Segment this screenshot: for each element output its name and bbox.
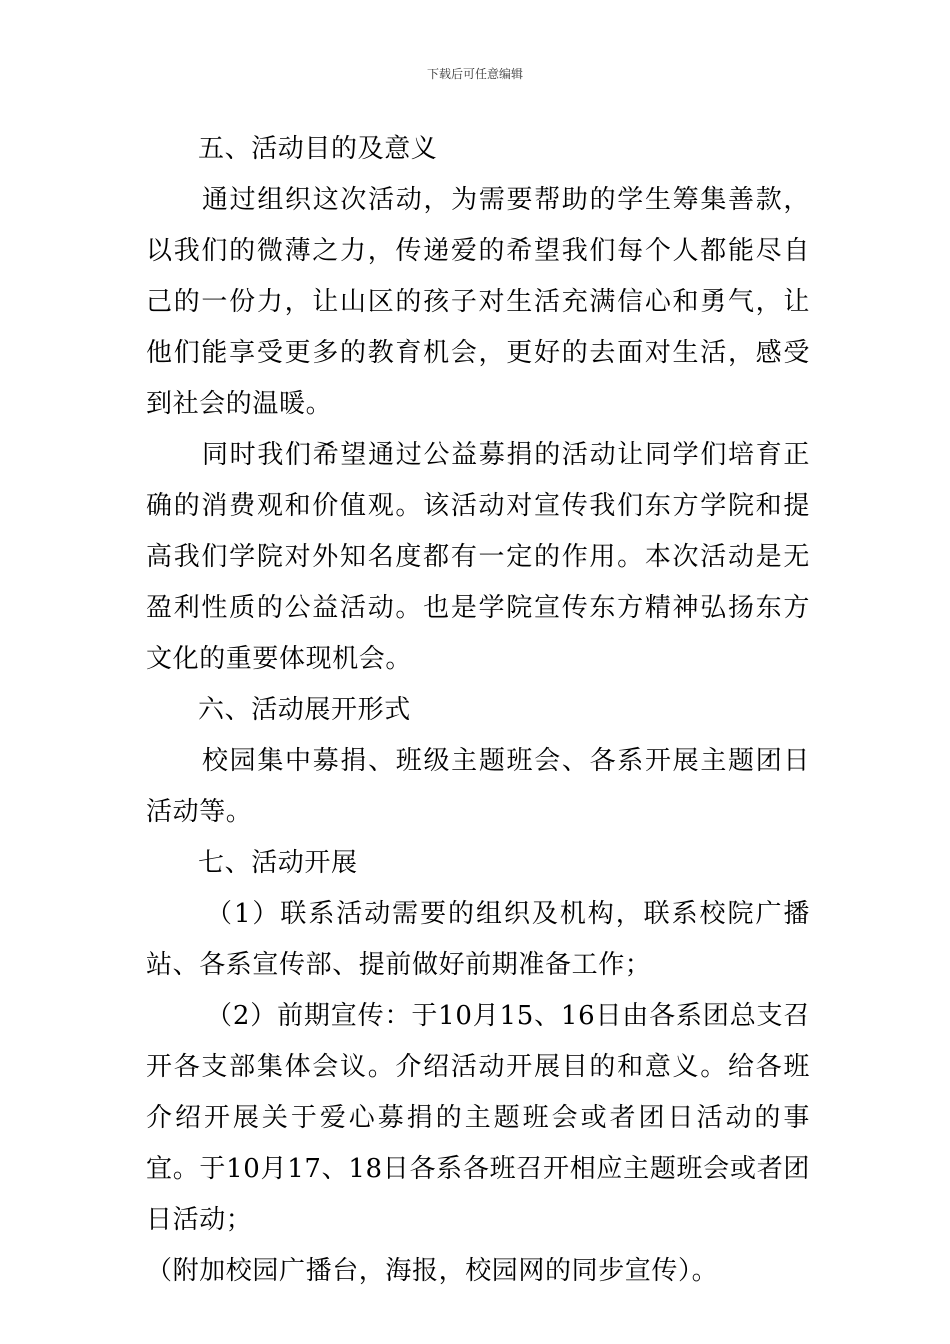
- section-title-process: 七、活动开展: [198, 848, 358, 878]
- process-item-2-note: （附加校园广播台，海报，校园网的同步宣传）。: [146, 1256, 719, 1286]
- paragraph-purpose-1: 通过组织这次活动，为需要帮助的学生筹集善款，以我们的微薄之力，传递爱的希望我们每个人都能尽自己的一份力，让山区的孩子对生活充满信心和勇气，让他们能享受更多的教育机会，更好的去面对生活，感受到社会的温暖。: [146, 185, 810, 419]
- section-title-forms: 六、活动展开形式: [198, 695, 411, 725]
- page-header: 下载后可任意编辑: [426, 67, 523, 81]
- section-title-purpose: 五、活动目的及意义: [198, 134, 438, 164]
- process-item-1: （1）联系活动需要的组织及机构，联系校院广播站、各系宣传部、提前做好前期准备工作；: [146, 899, 810, 980]
- process-item-2: （2）前期宣传：于10月15、16日由各系团总支召开各支部集体会议。介绍活动开展目的和意义。给各班介绍开展关于爱心募捐的主题班会或者团日活动的事宜。于10月17、18日各系各班召开相应主题班会或者团日活动；: [146, 1001, 810, 1235]
- paragraph-purpose-2: 同时我们希望通过公益募捐的活动让同学们培育正确的消费观和价值观。该活动对宣传我们东方学院和提高我们学院对外知名度都有一定的作用。本次活动是无盈利性质的公益活动。也是学院宣传东方精神弘扬东方文化的重要体现机会。: [146, 440, 810, 674]
- paragraph-forms-1: 校园集中募捐、班级主题班会、各系开展主题团日活动等。: [146, 746, 810, 827]
- document-body: [146, 124, 810, 1297]
